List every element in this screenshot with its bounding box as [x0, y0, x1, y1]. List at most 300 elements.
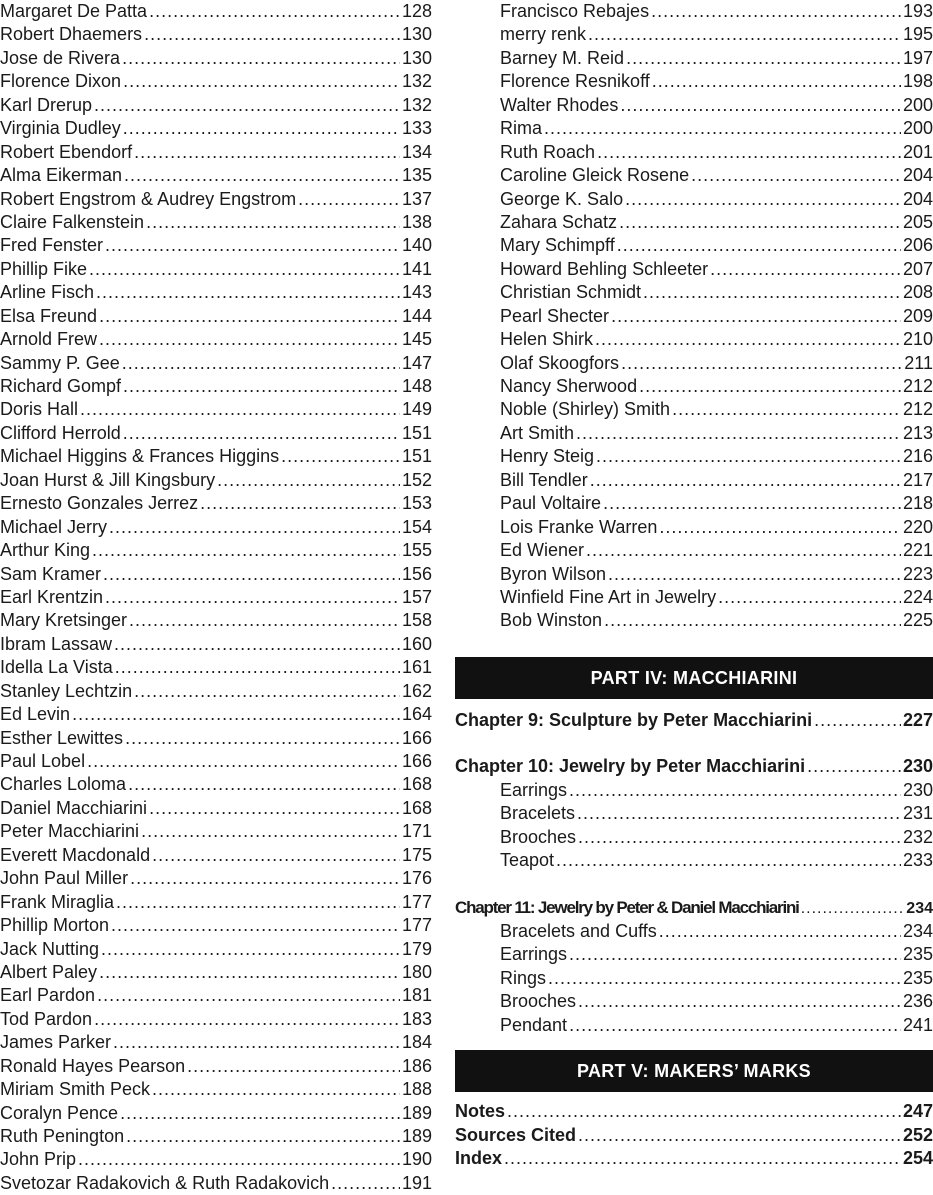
entry-page: 132 [401, 94, 432, 115]
entry-page: 152 [401, 469, 432, 490]
dot-leader [78, 1148, 400, 1171]
entry-title: Ed Levin [0, 704, 71, 725]
back-matter-entries [455, 1100, 933, 1170]
entry-page: 134 [401, 141, 432, 162]
entry-page: 193 [902, 1, 933, 21]
entry-title: Notes [455, 1101, 506, 1122]
toc-entry[interactable] [455, 1124, 933, 1147]
entry-title: Jose de Rivera [0, 47, 121, 68]
chapter-11-entry[interactable] [455, 896, 933, 919]
entry-page: 220 [902, 516, 933, 537]
entry-page: 241 [902, 1014, 933, 1035]
entry-page: 216 [902, 446, 933, 467]
toc-entry[interactable] [455, 849, 933, 872]
toc-entry[interactable] [0, 844, 432, 867]
entry-title: Pendant [500, 1014, 568, 1035]
dot-leader [123, 375, 400, 398]
dot-leader [141, 820, 400, 843]
dot-leader [96, 281, 400, 304]
dot-leader [577, 802, 901, 825]
entry-title: Joan Hurst & Jill Kingsbury [0, 469, 216, 490]
toc-entry[interactable] [0, 797, 432, 820]
dot-leader [691, 164, 901, 187]
dot-leader [590, 469, 901, 492]
entry-page: 149 [401, 399, 432, 420]
entry-title: Robert Engstrom & Audrey Engstrom [0, 188, 297, 209]
toc-entry[interactable] [455, 94, 933, 117]
dot-leader [659, 920, 901, 943]
entry-title: Esther Lewittes [0, 727, 124, 748]
dot-leader [89, 258, 400, 281]
entry-title: Arline Fisch [0, 282, 95, 303]
toc-entry[interactable] [0, 117, 432, 140]
entry-title: Earrings [500, 779, 568, 800]
toc-entry[interactable] [455, 943, 933, 966]
entry-title: Christian Schmidt [500, 282, 642, 303]
entry-title: Nancy Sherwood [500, 376, 638, 396]
entry-page: 132 [401, 71, 432, 92]
dot-leader [586, 539, 901, 562]
toc-entry[interactable] [455, 779, 933, 802]
entry-page: 189 [401, 1102, 432, 1123]
toc-entry[interactable] [455, 258, 933, 281]
entry-page: 198 [902, 71, 933, 92]
entry-page: 156 [401, 563, 432, 584]
entry-page: 230 [902, 779, 933, 800]
toc-entry[interactable] [0, 1055, 432, 1078]
toc-entry[interactable] [455, 967, 933, 990]
entry-title: Sammy P. Gee [0, 352, 120, 373]
dot-leader [149, 797, 400, 820]
toc-entry[interactable] [455, 188, 933, 211]
dot-leader [114, 633, 400, 656]
dot-leader [617, 234, 901, 257]
toc-entry[interactable] [0, 211, 432, 234]
entry-title: John Paul Miller [0, 868, 129, 889]
entry-page: 201 [902, 141, 933, 162]
toc-entry[interactable] [0, 1031, 432, 1054]
toc-entry[interactable] [455, 398, 933, 421]
entry-page: 135 [401, 165, 432, 186]
toc-entry[interactable] [0, 1008, 432, 1031]
entry-title: Paul Voltaire [500, 493, 602, 514]
toc-entry[interactable] [0, 1148, 432, 1171]
dot-leader [596, 445, 901, 468]
dot-leader [128, 773, 400, 796]
toc-entry[interactable] [455, 586, 933, 609]
dot-leader [94, 94, 400, 117]
toc-entry[interactable] [455, 0, 933, 23]
entry-page: 247 [902, 1101, 933, 1122]
entry-title: Mary Kretsinger [0, 610, 128, 631]
dot-leader [507, 1100, 901, 1123]
toc-entry[interactable] [0, 0, 432, 23]
toc-entry[interactable] [0, 422, 432, 445]
entry-title: Bracelets [500, 803, 576, 824]
entry-title: Chapter 9: Sculpture by Peter Macchiarini [455, 709, 813, 730]
entry-title: Bob Winston [500, 610, 603, 631]
entry-page: 154 [401, 516, 432, 537]
toc-entry[interactable] [0, 164, 432, 187]
entry-title: Doris Hall [0, 399, 79, 420]
chapter-10-subentries [455, 779, 933, 873]
entry-page: 148 [401, 376, 432, 396]
dot-leader [125, 727, 400, 750]
toc-entry[interactable] [0, 773, 432, 796]
dot-leader [331, 1172, 400, 1195]
toc-entry[interactable] [0, 867, 432, 890]
dot-leader [718, 586, 901, 609]
entry-page: 180 [401, 961, 432, 982]
entry-title: Ibram Lassaw [0, 633, 113, 654]
toc-entry[interactable] [0, 703, 432, 726]
entry-page: 130 [401, 24, 432, 45]
dot-leader [814, 709, 901, 732]
entry-title: Margaret De Patta [0, 1, 148, 21]
dot-leader [672, 398, 901, 421]
toc-entry[interactable] [0, 234, 432, 257]
dot-leader [99, 961, 400, 984]
entry-title: Peter Macchiarini [0, 821, 140, 842]
entry-page: 168 [401, 774, 432, 795]
toc-entry[interactable] [455, 117, 933, 140]
entry-page: 217 [902, 469, 933, 490]
dot-leader [116, 891, 400, 914]
entry-page: 213 [902, 422, 933, 443]
entry-title: Charles Loloma [0, 774, 127, 795]
entry-title: Chapter 11: Jewelry by Peter & Daniel Macchiarini [455, 898, 799, 918]
toc-entry[interactable] [455, 1147, 933, 1170]
entry-page: 160 [401, 633, 432, 654]
entry-page: 157 [401, 586, 432, 607]
entry-page: 234 [906, 900, 933, 918]
entry-title: George K. Salo [500, 188, 624, 209]
entry-page: 221 [902, 540, 933, 561]
toc-entry[interactable] [0, 352, 432, 375]
dot-leader [99, 305, 400, 328]
entry-page: 145 [401, 329, 432, 350]
toc-entry[interactable] [455, 1014, 933, 1037]
dot-leader [105, 234, 400, 257]
entry-page: 166 [401, 727, 432, 748]
toc-entry[interactable] [455, 305, 933, 328]
toc-entry[interactable] [455, 422, 933, 445]
toc-entry[interactable] [0, 820, 432, 843]
chapter-9-entry[interactable] [455, 709, 933, 732]
entry-title: John Prip [0, 1149, 77, 1170]
toc-entry[interactable] [0, 727, 432, 750]
toc-entry[interactable] [455, 47, 933, 70]
dot-leader [126, 1125, 400, 1148]
entry-title: Ruth Roach [500, 141, 596, 162]
dot-leader [588, 23, 901, 46]
dot-leader [569, 943, 901, 966]
entry-page: 223 [902, 563, 933, 584]
toc-entry[interactable] [0, 281, 432, 304]
toc-entry[interactable] [0, 258, 432, 281]
entry-page: 206 [902, 235, 933, 256]
entry-title: Rings [500, 967, 547, 988]
entry-page: 177 [401, 891, 432, 912]
dot-leader [604, 609, 901, 632]
entry-title: Clifford Herrold [0, 422, 121, 443]
entry-title: Walter Rhodes [500, 94, 619, 115]
entry-page: 190 [401, 1149, 432, 1170]
entry-page: 147 [401, 352, 432, 373]
entry-title: Svetozar Radakovich & Ruth Radakovich [0, 1172, 330, 1193]
dot-leader [124, 164, 400, 187]
toc-entry[interactable] [0, 656, 432, 679]
dot-leader [801, 897, 905, 919]
entry-title: Phillip Fike [0, 258, 88, 279]
dot-leader [281, 445, 400, 468]
dot-leader [123, 117, 400, 140]
entry-title: Jack Nutting [0, 938, 100, 959]
chapter-11-subentries [455, 920, 933, 1037]
toc-entry[interactable] [455, 234, 933, 257]
dot-leader [105, 586, 400, 609]
entry-title: Karl Drerup [0, 94, 93, 115]
toc-entry[interactable] [455, 516, 933, 539]
toc-entry[interactable] [455, 609, 933, 632]
toc-entry[interactable] [0, 914, 432, 937]
toc-entry[interactable] [455, 70, 933, 93]
dot-leader [115, 656, 400, 679]
entry-title: Miriam Smith Peck [0, 1079, 151, 1100]
entry-page: 164 [401, 704, 432, 725]
dot-leader [652, 70, 901, 93]
entry-title: Everett Macdonald [0, 844, 151, 865]
toc-entry[interactable] [455, 211, 933, 234]
dot-leader [152, 1078, 400, 1101]
entry-title: Caroline Gleick Rosene [500, 165, 690, 186]
left-column [0, 0, 432, 1195]
toc-entry[interactable] [0, 70, 432, 93]
entry-page: 236 [902, 991, 933, 1012]
dot-leader [298, 188, 400, 211]
toc-entry[interactable] [0, 1078, 432, 1101]
entry-title: Ronald Hayes Pearson [0, 1055, 186, 1076]
entry-page: 188 [401, 1079, 432, 1100]
dot-leader [608, 563, 901, 586]
toc-entry[interactable] [455, 826, 933, 849]
part-iv-heading: PART IV: MACCHIARINI [455, 657, 933, 699]
toc-entry[interactable] [455, 1100, 933, 1123]
toc-entry[interactable] [0, 47, 432, 70]
dot-leader [99, 328, 400, 351]
dot-leader [123, 422, 400, 445]
entry-page: 235 [902, 944, 933, 965]
toc-entry[interactable] [455, 802, 933, 825]
dot-leader [122, 352, 400, 375]
entry-title: Rima [500, 118, 543, 139]
entry-title: Virginia Dudley [0, 118, 121, 139]
toc-entry[interactable] [455, 990, 933, 1013]
toc-entry[interactable] [0, 398, 432, 421]
entry-title: Teapot [500, 850, 555, 870]
dot-leader [200, 492, 400, 515]
toc-entry[interactable] [455, 352, 933, 375]
toc-entry[interactable] [455, 539, 933, 562]
toc-entry[interactable] [0, 445, 432, 468]
entry-page: 227 [902, 709, 933, 730]
toc-entry[interactable] [0, 188, 432, 211]
entry-title: Tod Pardon [0, 1008, 93, 1029]
entry-page: 207 [902, 258, 933, 279]
toc-entry[interactable] [0, 492, 432, 515]
chapter-10-entry[interactable] [455, 755, 933, 778]
toc-entry[interactable] [0, 1102, 432, 1125]
entry-page: 235 [902, 967, 933, 988]
dot-leader [111, 914, 400, 937]
entry-title: Art Smith [500, 422, 575, 443]
entry-page: 130 [401, 47, 432, 68]
entry-page: 128 [401, 1, 432, 21]
toc-entry[interactable] [455, 23, 933, 46]
entry-page: 186 [401, 1055, 432, 1076]
toc-entry[interactable] [0, 750, 432, 773]
dot-leader [603, 492, 901, 515]
toc-entry[interactable] [0, 141, 432, 164]
entry-page: 234 [902, 920, 933, 941]
entry-page: 137 [401, 188, 432, 209]
toc-entry[interactable] [0, 633, 432, 656]
toc-entry[interactable] [455, 469, 933, 492]
entry-title: Byron Wilson [500, 563, 607, 584]
toc-entry[interactable] [0, 94, 432, 117]
entry-title: Sources Cited [455, 1124, 577, 1145]
entry-title: Phillip Morton [0, 915, 110, 936]
dot-leader [576, 422, 901, 445]
toc-entry[interactable] [0, 938, 432, 961]
toc-entry[interactable] [455, 328, 933, 351]
dot-leader [94, 1008, 400, 1031]
entry-page: 171 [401, 821, 432, 842]
entry-page: 208 [902, 282, 933, 303]
toc-entry[interactable] [0, 563, 432, 586]
toc-entry[interactable] [0, 469, 432, 492]
entry-page: 133 [401, 118, 432, 139]
toc-entry[interactable] [0, 609, 432, 632]
entry-page: 151 [401, 446, 432, 467]
entry-page: 151 [401, 422, 432, 443]
dot-leader [569, 1014, 901, 1037]
toc-entry[interactable] [0, 1125, 432, 1148]
toc-entry[interactable] [0, 328, 432, 351]
entry-page: 141 [401, 258, 432, 279]
entry-title: Olaf Skoogfors [500, 352, 620, 373]
entry-page: 225 [902, 610, 933, 631]
entry-title: Mary Schimpff [500, 235, 615, 256]
dot-leader [578, 990, 901, 1013]
entry-page: 153 [401, 493, 432, 514]
toc-entry[interactable] [455, 920, 933, 943]
entry-page: 162 [401, 680, 432, 701]
toc-entry[interactable] [0, 961, 432, 984]
entry-page: 231 [902, 803, 933, 824]
entry-title: Idella La Vista [0, 657, 113, 678]
dot-leader [103, 563, 400, 586]
entry-title: Elsa Freund [0, 305, 98, 326]
dot-leader [129, 609, 400, 632]
dot-leader [144, 23, 400, 46]
dot-leader [639, 375, 901, 398]
toc-entry[interactable] [0, 375, 432, 398]
toc-entry[interactable] [0, 516, 432, 539]
entry-page: 209 [902, 305, 933, 326]
toc-entry[interactable] [0, 586, 432, 609]
toc-entry[interactable] [0, 539, 432, 562]
toc-entry[interactable] [0, 984, 432, 1007]
entry-page: 176 [401, 868, 432, 889]
entry-page: 197 [902, 47, 933, 68]
toc-entry[interactable] [0, 680, 432, 703]
toc-entry[interactable] [455, 164, 933, 187]
entry-title: Henry Steig [500, 446, 595, 467]
entry-page: 155 [401, 540, 432, 561]
toc-entry[interactable] [0, 305, 432, 328]
dot-leader [120, 1102, 400, 1125]
toc-entry[interactable] [455, 281, 933, 304]
toc-entry[interactable] [0, 1172, 432, 1195]
dot-leader [621, 352, 902, 375]
dot-leader [134, 141, 400, 164]
entry-page: 232 [902, 826, 933, 847]
toc-entry[interactable] [0, 891, 432, 914]
entry-page: 181 [401, 985, 432, 1006]
entry-page: 189 [401, 1126, 432, 1146]
entry-page: 252 [902, 1124, 933, 1145]
right-column [455, 0, 933, 1170]
entry-title: Helen Shirk [500, 329, 594, 350]
entry-title: Lois Franke Warren [500, 516, 658, 537]
entry-page: 138 [401, 211, 432, 232]
entry-title: Frank Miraglia [0, 891, 115, 912]
entry-page: 200 [902, 94, 933, 115]
dot-leader [578, 1124, 901, 1147]
toc-entry[interactable] [455, 375, 933, 398]
entry-page: 161 [401, 657, 432, 678]
dot-leader [152, 844, 400, 867]
toc-entry[interactable] [455, 445, 933, 468]
entry-page: 177 [401, 915, 432, 936]
dot-leader [113, 1031, 400, 1054]
dot-leader [109, 516, 400, 539]
entry-title: Paul Lobel [0, 751, 86, 771]
dot-leader [544, 117, 901, 140]
entry-title: Arnold Frew [0, 329, 98, 350]
entry-page: 184 [401, 1032, 432, 1053]
entry-title: Ed Wiener [500, 540, 585, 561]
entry-title: Coralyn Pence [0, 1102, 119, 1123]
entry-title: Florence Resnikoff [500, 71, 650, 92]
entry-page: 211 [904, 352, 933, 373]
toc-entry[interactable] [455, 141, 933, 164]
toc-entry[interactable] [455, 563, 933, 586]
entry-title: Albert Paley [0, 961, 98, 982]
toc-entry[interactable] [455, 492, 933, 515]
entry-title: Chapter 10: Jewelry by Peter Macchiarini [455, 756, 806, 777]
dot-leader [620, 94, 901, 117]
dot-leader [72, 703, 400, 726]
dot-leader [123, 70, 400, 93]
toc-entry[interactable] [0, 23, 432, 46]
entry-page: 183 [401, 1008, 432, 1029]
dot-leader [146, 211, 400, 234]
entry-page: 233 [902, 850, 933, 870]
dot-leader [578, 826, 901, 849]
dot-leader [92, 539, 400, 562]
